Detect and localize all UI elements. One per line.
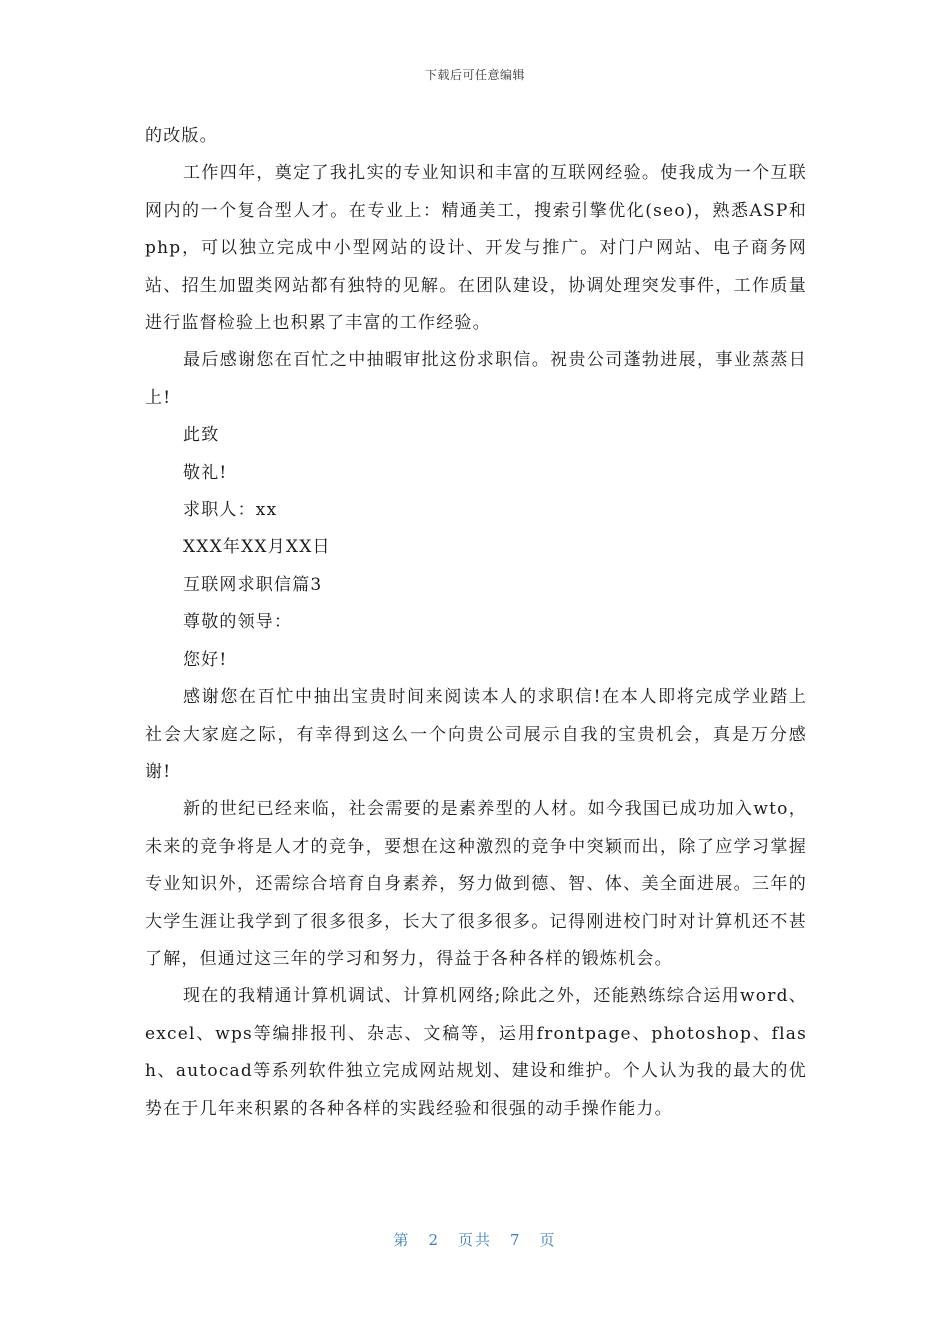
footer-suffix: 页 <box>539 1231 557 1249</box>
date-line: XXX年XX月XX日 <box>183 537 331 558</box>
closing-line: 此致 <box>183 425 220 446</box>
footer-prefix: 第 <box>393 1231 411 1249</box>
paragraph: 最后感谢您在百忙之中抽暇审批这份求职信。祝贵公司蓬勃进展，事业蒸蒸日上! <box>145 350 807 408</box>
signature-line: 求职人：xx <box>183 500 278 521</box>
paragraph: 的改版。 <box>145 126 218 146</box>
closing-line: 敬礼! <box>183 462 228 483</box>
current-page-number: 2 <box>428 1231 440 1249</box>
document-body <box>145 118 807 1128</box>
greeting: 您好! <box>183 649 228 670</box>
page-header: 下载后可任意编辑 <box>424 68 525 82</box>
page-number-footer <box>0 1229 950 1250</box>
paragraph: 新的世纪已经来临，社会需要的是素养型的人材。如今我国已成功加入wto，未来的竞争将是人才的竞争，要想在这种激烈的竞争中突颖而出，除了应学习掌握专业知识外，还需综合培育自身素养，努力做到德、智、体、美全面进展。三年的大学生涯让我学到了很多很多，长大了很多很多。记得刚进校门时对计算机还不甚了解，但通过这三年的学习和努力，得益于各种各样的锻炼机会。 <box>145 799 807 969</box>
salutation: 尊敬的领导： <box>183 612 293 633</box>
footer-middle: 页共 <box>457 1231 492 1249</box>
section-title: 互联网求职信篇3 <box>183 574 323 595</box>
total-pages-number: 7 <box>510 1231 522 1249</box>
paragraph: 工作四年，奠定了我扎实的专业知识和丰富的互联网经验。使我成为一个互联网内的一个复合型人才。在专业上：精通美工，搜索引擎优化(seo)，熟悉ASP和php，可以独立完成中小型网站的设计、开发与推广。对门户网站、电子商务网站、招生加盟类网站都有独特的见解。在团队建设，协调处理突发事件，工作质量进行监督检验上也积累了丰富的工作经验。 <box>145 163 807 334</box>
paragraph: 现在的我精通计算机调试、计算机网络;除此之外，还能熟练综合运用word、excel、wps等编排报刊、杂志、文稿等，运用frontpage、photoshop、flash、autocad等系列软件独立完成网站规划、建设和维护。个人认为我的最大的优势在于几年来积累的各种各样的实践经验和很强的动手操作能力。 <box>145 986 807 1119</box>
paragraph: 感谢您在百忙中抽出宝贵时间来阅读本人的求职信!在本人即将完成学业踏上社会大家庭之际，有幸得到这么一个向贵公司展示自我的宝贵机会，真是万分感谢! <box>145 687 807 782</box>
